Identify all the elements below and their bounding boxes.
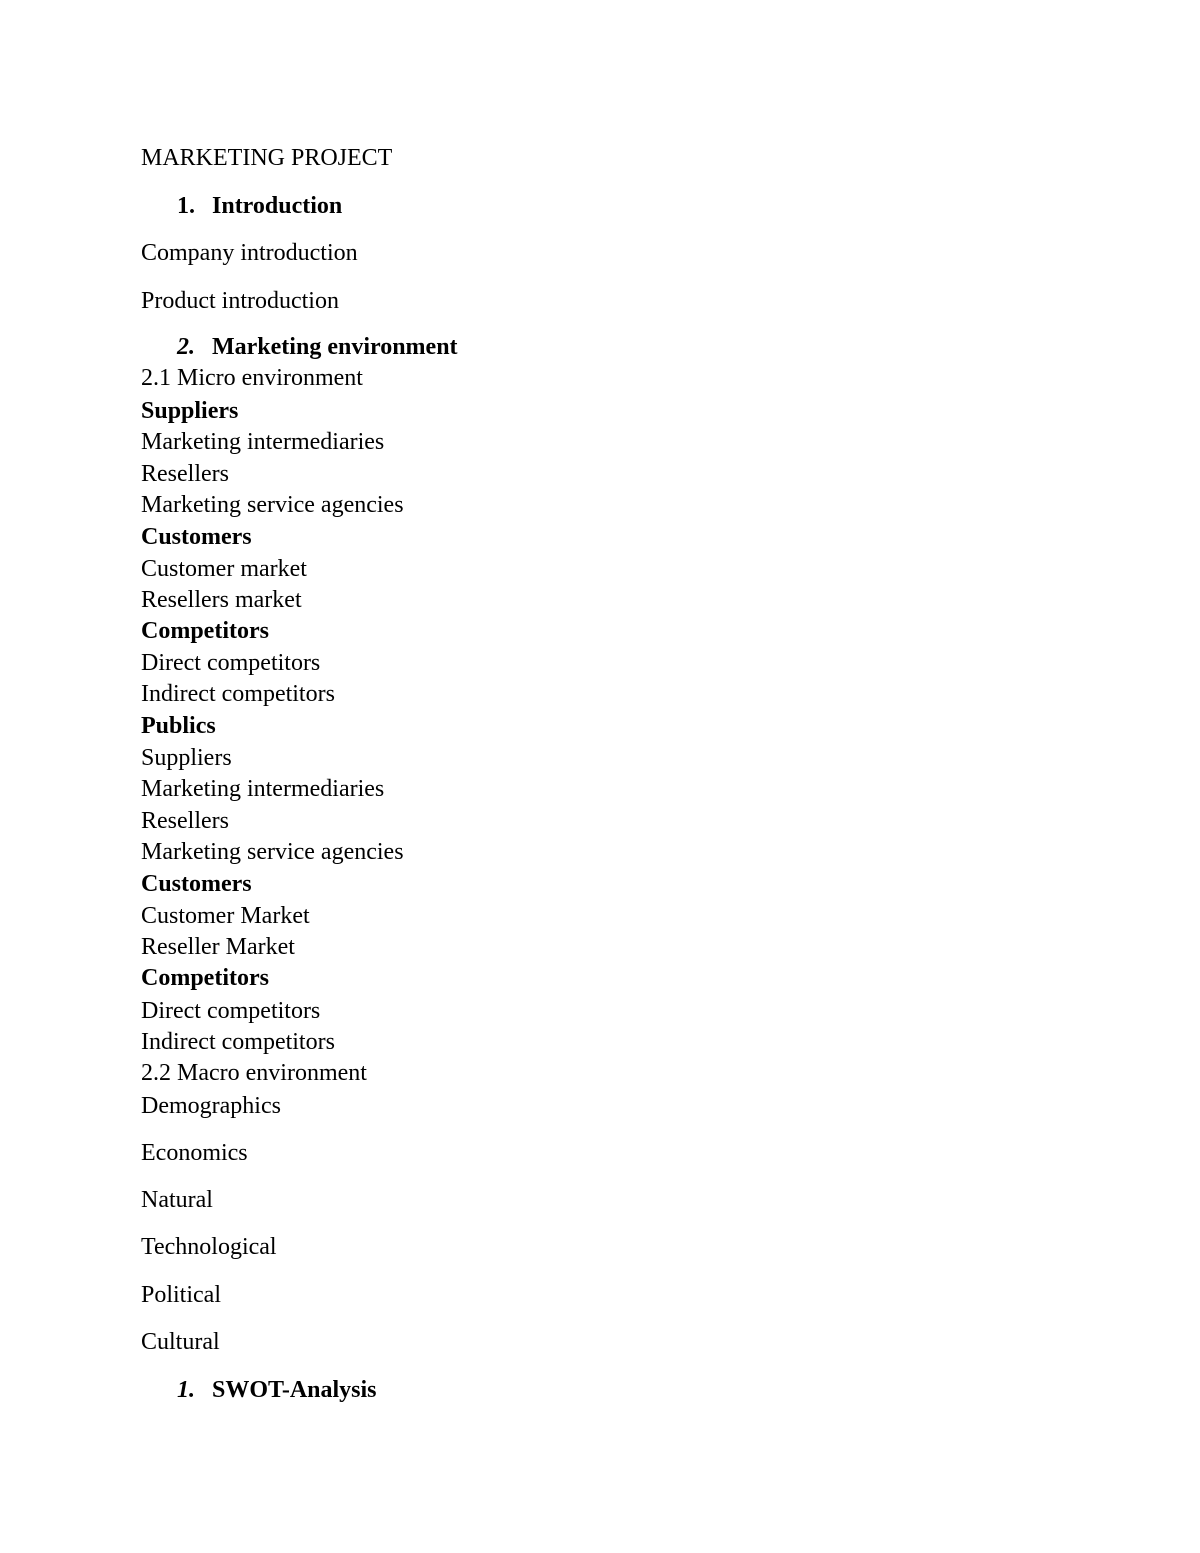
macro-item: Demographics [141,1093,281,1119]
group-heading: Customers [141,871,252,897]
macro-item: Cultural [141,1329,220,1355]
intro-item-product: Product introduction [141,288,339,314]
section-heading-introduction [177,191,342,221]
section-heading-swot-analysis [177,1375,377,1405]
list-item: Marketing service agencies [141,492,404,518]
section-number: 1. [177,1377,195,1403]
group-heading: Competitors [141,618,269,644]
section-title: Marketing environment [212,334,458,360]
section-title: SWOT-Analysis [212,1377,377,1403]
macro-item: Economics [141,1140,248,1166]
list-item: Resellers [141,808,229,834]
subsection-macro-environment: 2.2 Macro environment [141,1060,367,1086]
list-item: Indirect competitors [141,1029,335,1055]
list-item: Reseller Market [141,934,295,960]
section-heading-marketing-environment [177,332,458,362]
section-number: 1. [177,193,195,219]
list-item: Resellers [141,461,229,487]
list-item: Direct competitors [141,998,321,1024]
macro-item: Natural [141,1187,213,1213]
list-item: Customer market [141,556,307,582]
list-item: Resellers market [141,587,302,613]
group-heading: Competitors [141,965,269,991]
document-title: MARKETING PROJECT [141,145,393,171]
group-heading: Publics [141,713,216,739]
list-item: Direct competitors [141,650,321,676]
section-title: Introduction [212,193,343,219]
section-number: 2. [177,334,195,360]
group-heading: Customers [141,524,252,550]
list-item: Marketing intermediaries [141,776,385,802]
macro-item: Technological [141,1234,277,1260]
list-item: Marketing intermediaries [141,429,385,455]
list-item: Suppliers [141,745,232,771]
subsection-micro-environment: 2.1 Micro environment [141,365,363,391]
list-item: Marketing service agencies [141,839,404,865]
group-heading: Suppliers [141,398,239,424]
macro-item: Political [141,1282,221,1308]
intro-item-company: Company introduction [141,240,358,266]
list-item: Customer Market [141,903,310,929]
list-item: Indirect competitors [141,681,335,707]
